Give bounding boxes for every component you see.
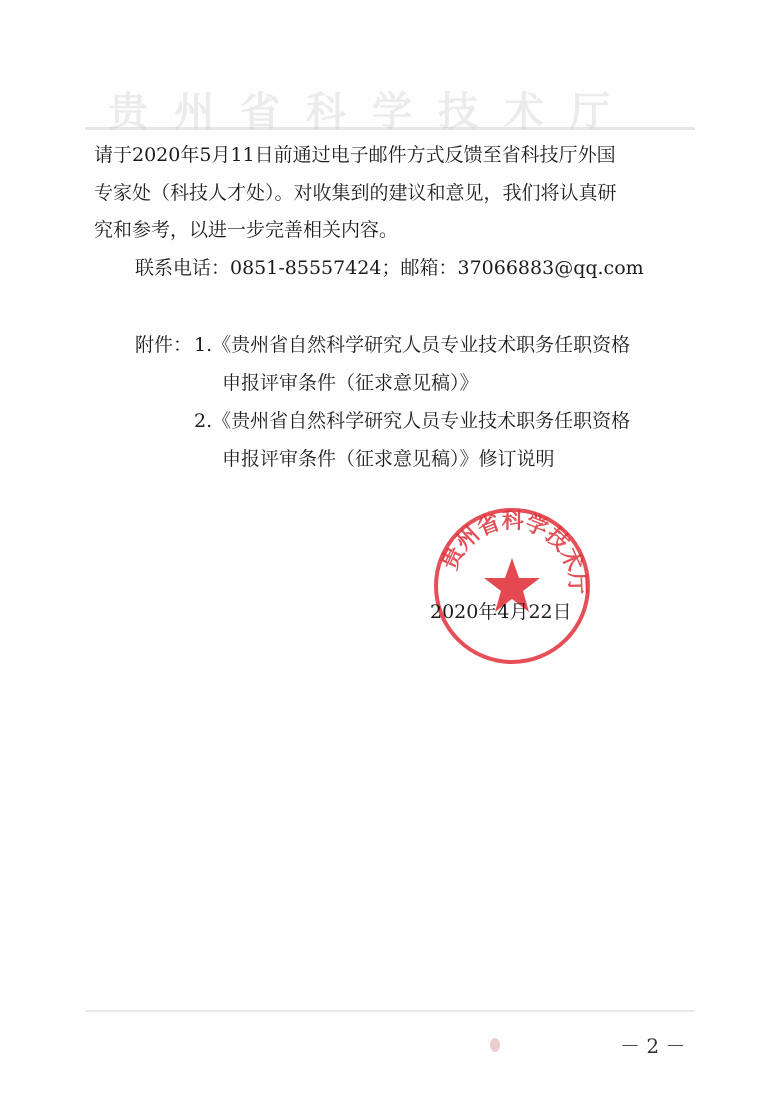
body-line-2: 专家处（科技人才处）。对收集到的建议和意见，我们将认真研 <box>94 182 617 204</box>
official-seal <box>432 506 592 666</box>
show-through-header: 贵州省科学技术厅 <box>108 88 636 135</box>
ink-smudge <box>490 1038 500 1052</box>
body-line-3: 究和参考，以进一步完善相关内容。 <box>94 219 399 241</box>
attachments-label: 附件： <box>135 334 193 356</box>
attachment-1-line-1: 1.《贵州省自然科学研究人员专业技术职务任职资格 <box>194 334 631 356</box>
issue-date: 2020年4月22日 <box>430 601 572 623</box>
attachment-2-line-2: 申报评审条件（征求意见稿）》修订说明 <box>222 448 555 470</box>
page-number: － 2 － <box>620 1034 686 1058</box>
seal-text: 贵州省科学技术厅 <box>437 508 590 596</box>
header-rule <box>85 127 695 130</box>
footer-rule <box>85 1010 695 1012</box>
body-line-1: 请于2020年5月11日前通过电子邮件方式反馈至省科技厅外国 <box>94 144 616 166</box>
contact-line: 联系电话：0851-85557424；邮箱：37066883@qq.com <box>135 257 644 279</box>
attachment-2-line-1: 2.《贵州省自然科学研究人员专业技术职务任职资格 <box>194 410 631 432</box>
attachment-1-line-2: 申报评审条件（征求意见稿）》 <box>222 372 479 394</box>
